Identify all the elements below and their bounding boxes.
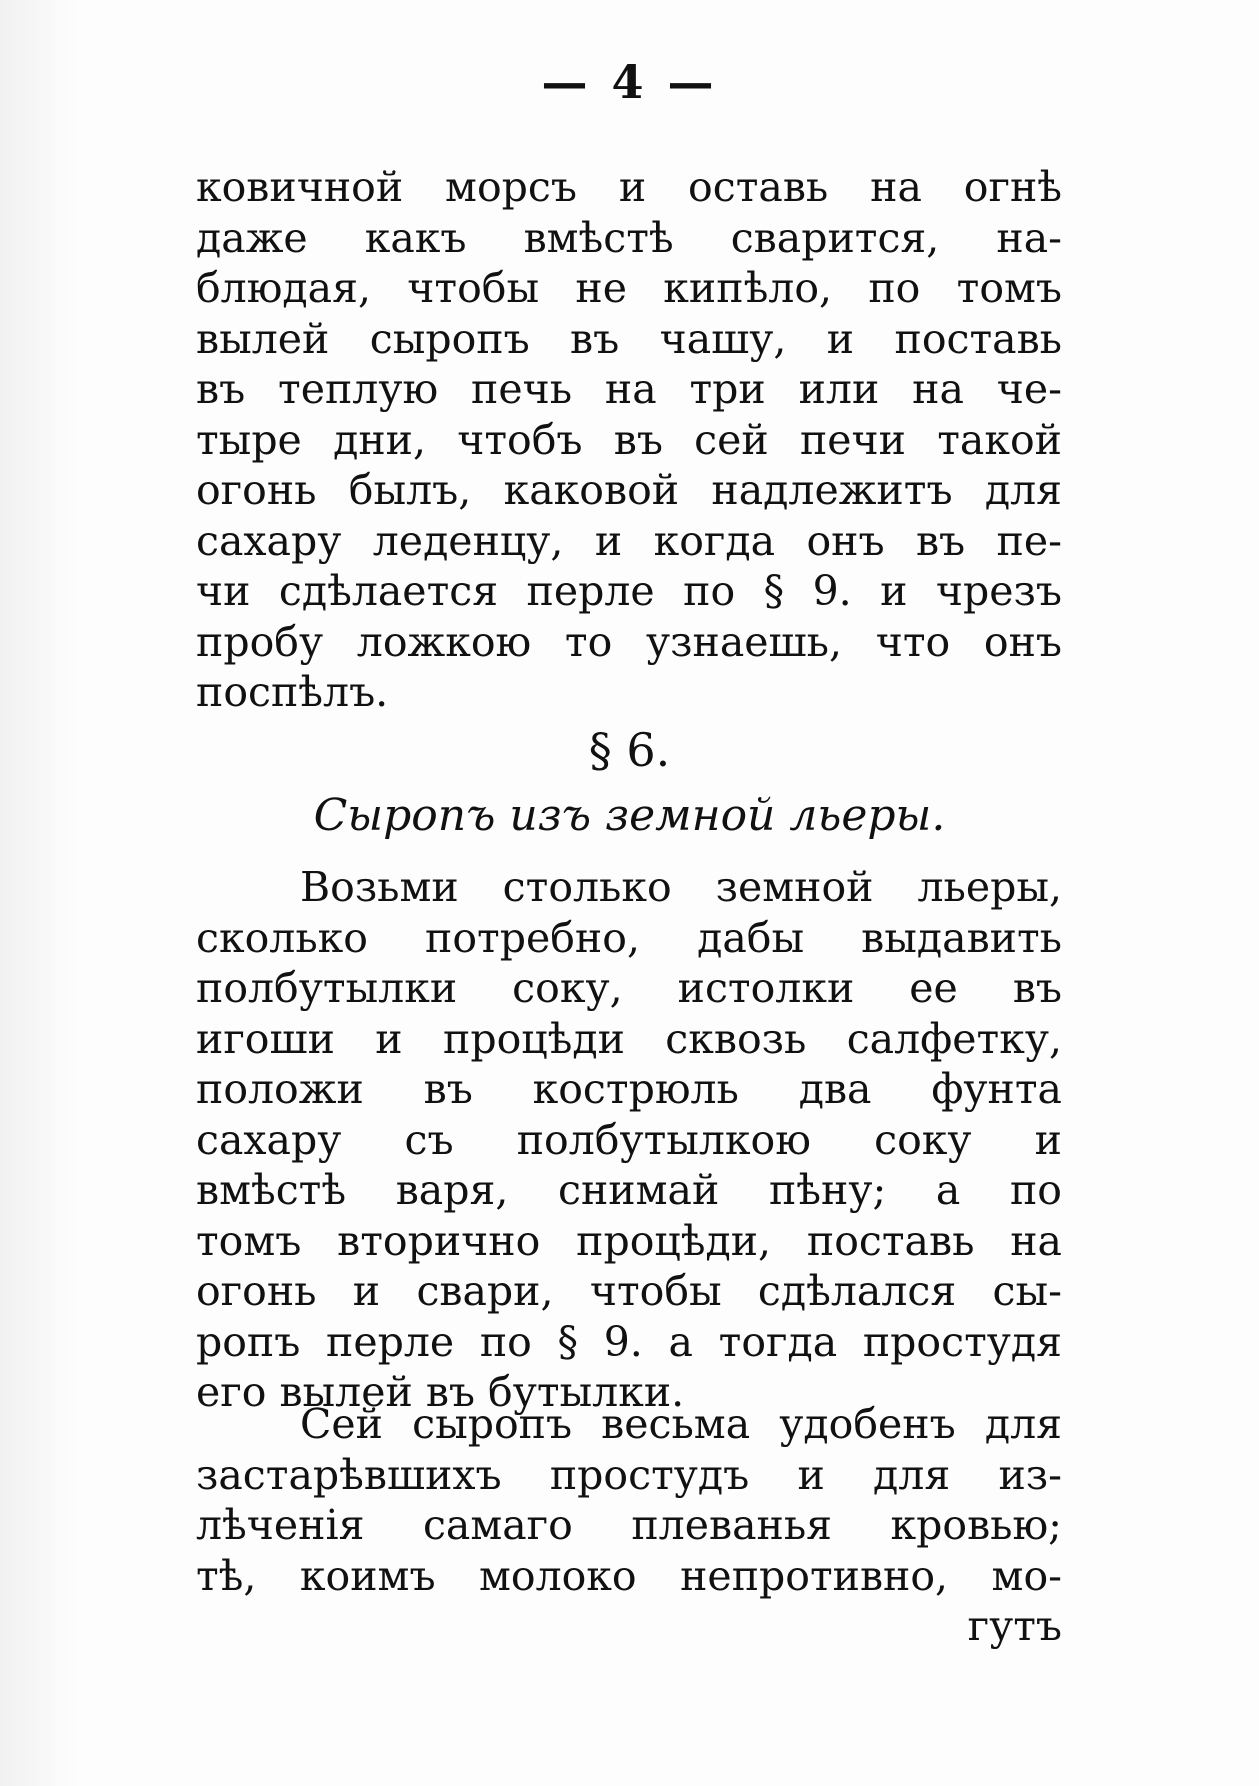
text-line: огонь былъ, каковой надлежитъ для [196, 466, 1062, 514]
paragraph-continuation [196, 162, 1062, 718]
text-line: Сей сыропъ весьма удобенъ для [300, 1400, 1062, 1448]
text-line: сахару съ полбутылкою соку и [196, 1115, 1062, 1164]
text-line: ропъ перле по § 9. а тогда простудя [196, 1317, 1062, 1366]
text-line: вмѣстѣ варя, снимай пѣну; а по [196, 1166, 1062, 1214]
text-line: тѣ, коимъ молоко непротивно, мо- [196, 1551, 1062, 1600]
page-number: — 4 — [541, 55, 718, 109]
text-line: сахару леденцу, и когда онъ въ пе- [196, 516, 1062, 565]
text-line: поспѣлъ. [196, 668, 389, 716]
paragraph-usage [196, 1399, 1062, 1652]
text-line: томъ вторично процѣди, поставь на [196, 1216, 1062, 1265]
text-line: пробу ложкою то узнаешь, что онъ [196, 617, 1062, 666]
text-line: вылей сыропъ въ чашу, и поставь [196, 314, 1062, 363]
text-line: чи сдѣлается перле по § 9. и чрезъ [196, 567, 1062, 615]
text-line: лѣченія самаго плеванья кровью; [196, 1501, 1062, 1549]
paragraph-recipe [196, 862, 1062, 1418]
scan-edge-shadow [0, 0, 78, 1786]
section-title: Сыропъ изъ земной льеры. [313, 790, 946, 841]
text-line: ковичной морсъ и оставь на огнѣ [196, 163, 1062, 211]
text-line: даже какъ вмѣстѣ сварится, на- [196, 213, 1062, 262]
text-line: сколько потребно, дабы выдавить [196, 913, 1062, 962]
text-line: игоши и процѣди сквозь салфетку, [196, 1014, 1062, 1063]
text-line: въ теплую печь на три или на че- [196, 365, 1062, 413]
section-number: § 6. [588, 723, 671, 777]
text-line: застарѣвшихъ простудъ и для из- [196, 1450, 1062, 1499]
text-line: полбутылки соку, истолки ее въ [196, 964, 1062, 1012]
text-line: блюдая, чтобы не кипѣло, по томъ [196, 264, 1062, 312]
text-line: Возьми столько земной льеры, [300, 863, 1062, 911]
text-line: его вылей въ бутылки. [196, 1368, 685, 1416]
text-line: тыре дни, чтобъ въ сей печи такой [196, 415, 1062, 464]
text-line: положи въ кострюль два фунта [196, 1065, 1062, 1113]
catchword: гутъ [967, 1602, 1062, 1650]
text-line: огонь и свари, чтобы сдѣлался сы- [196, 1267, 1062, 1315]
